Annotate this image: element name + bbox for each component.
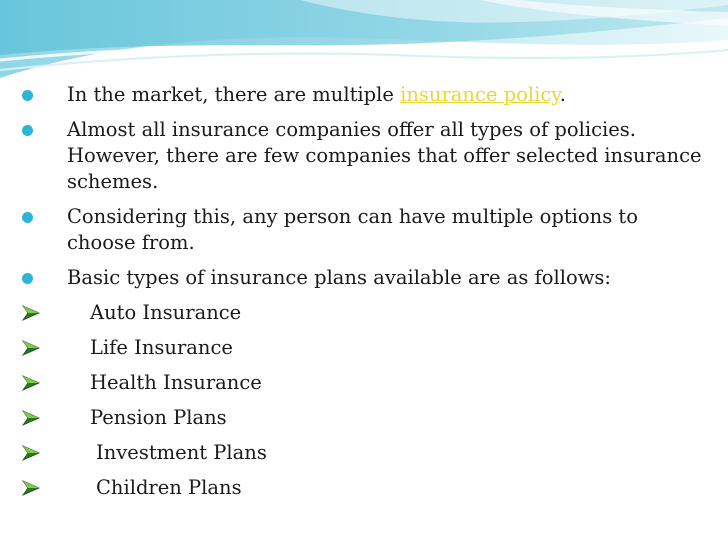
bullet-dot-icon <box>22 125 33 136</box>
bullet-text: Almost all insurance companies offer all types of policies. However, there are few companies that offer selected insurance schemes. <box>67 118 702 193</box>
bullet-dot-icon <box>22 90 33 101</box>
sub-item-label: Investment Plans <box>96 441 267 464</box>
bullet-text: Considering this, any person can have multiple options to choose from. <box>67 205 639 254</box>
sub-list-item <box>22 405 712 431</box>
sub-list-item <box>22 370 712 396</box>
bullet-item <box>22 82 712 108</box>
arrowhead-bullet-icon <box>22 375 40 391</box>
sub-item-label: Health Insurance <box>90 371 262 394</box>
bullet-item <box>22 265 712 291</box>
bullet-dot-icon <box>22 273 33 284</box>
sub-list-item <box>22 335 712 361</box>
sub-item-label: Auto Insurance <box>90 301 242 324</box>
sub-list-item <box>22 475 712 501</box>
sub-list-item <box>22 300 712 326</box>
bullet-text: In the market, there are multiple <box>67 83 401 106</box>
arrowhead-bullet-icon <box>22 340 40 356</box>
bullet-item <box>22 204 712 256</box>
insurance-policy-link[interactable]: insurance policy <box>400 83 560 106</box>
arrowhead-bullet-icon <box>22 410 40 426</box>
arrowhead-bullet-icon <box>22 480 40 496</box>
arrowhead-bullet-icon <box>22 305 40 321</box>
bullet-text: Basic types of insurance plans available are as follows: <box>67 266 611 289</box>
header-wave-decoration <box>0 0 728 90</box>
sub-list-item <box>22 440 712 466</box>
bullet-text-end: . <box>559 83 566 106</box>
sub-item-label: Life Insurance <box>90 336 233 359</box>
bullet-item <box>22 117 712 195</box>
bullet-dot-icon <box>22 212 33 223</box>
slide-content <box>22 82 712 510</box>
arrowhead-bullet-icon <box>22 445 40 461</box>
sub-item-label: Children Plans <box>96 476 242 499</box>
sub-item-label: Pension Plans <box>90 406 227 429</box>
